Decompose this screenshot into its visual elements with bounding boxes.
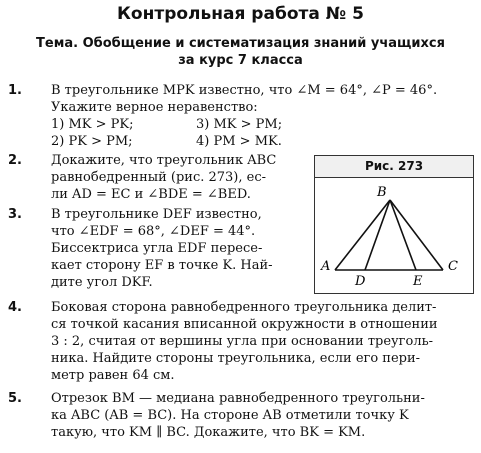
task-5-line-1: Отрезок BM — медиана равнобедренного треугольни- xyxy=(51,391,425,406)
task-1-option-4: 4) PM > MK. xyxy=(196,134,282,149)
task-3-line-2: что ∠EDF = 68°, ∠DEF = 44°. xyxy=(51,224,256,239)
label-e: E xyxy=(413,274,423,289)
task-1-option-3: 3) MK > PM; xyxy=(196,117,283,132)
label-b: B xyxy=(377,185,387,200)
label-a: A xyxy=(321,259,331,274)
task-2-line-3: ли AD = EC и ∠BDE = ∠BED. xyxy=(51,187,251,202)
task-4-line-5: метр равен 64 см. xyxy=(51,368,175,383)
task-1-option-1: 1) MK > PK; xyxy=(51,117,134,132)
task-4-line-3: 3 : 2, считая от вершины угла при основании треуголь- xyxy=(51,334,434,349)
task-5-line-2: ка ABC (AB = BC). На стороне AB отметили точку K xyxy=(51,408,409,423)
task-4-number: 4. xyxy=(8,300,22,315)
task-3-line-1: В треугольнике DEF известно, xyxy=(51,207,262,222)
task-4-line-1: Боковая сторона равнобедренного треугольника делит- xyxy=(51,300,437,315)
subtitle-line-2: за курс 7 класса xyxy=(178,53,303,68)
subtitle-line-1: Тема. Обобщение и систематизация знаний учащихся xyxy=(36,36,445,51)
side-bc xyxy=(390,200,443,270)
task-2-number: 2. xyxy=(8,153,22,168)
task-3-line-3: Биссектриса угла EDF пересе- xyxy=(51,241,263,256)
task-4-line-2: ся точкой касания вписанной окружности в отношении xyxy=(51,317,438,332)
segment-bd xyxy=(365,200,390,270)
triangle-diagram xyxy=(315,178,473,292)
side-ab xyxy=(335,200,390,270)
task-1-line-2: Укажите верное неравенство: xyxy=(51,100,258,115)
label-d: D xyxy=(355,274,366,289)
task-2-line-2: равнобедренный (рис. 273), ес- xyxy=(51,170,267,185)
task-1-number: 1. xyxy=(8,83,22,98)
task-4-line-4: ника. Найдите стороны треугольника, если его пери- xyxy=(51,351,421,366)
task-3-line-5: дите угол DKF. xyxy=(51,275,153,290)
figure-273 xyxy=(314,155,474,294)
task-5-number: 5. xyxy=(8,391,22,406)
page-subtitle xyxy=(20,35,461,69)
task-3-number: 3. xyxy=(8,207,22,222)
task-5-line-3: такую, что KM ∥ BC. Докажите, что BK = KM. xyxy=(51,425,366,440)
segment-be xyxy=(390,200,416,270)
task-1-line-1: В треугольнике MPK известно, что ∠M = 64°, ∠P = 46°. xyxy=(51,83,438,98)
label-c: C xyxy=(448,259,458,274)
page-title: Контрольная работа № 5 xyxy=(117,4,364,24)
figure-caption: Рис. 273 xyxy=(315,156,473,178)
task-1-option-2: 2) PK > PM; xyxy=(51,134,133,149)
task-3-line-4: кает сторону EF в точке K. Най- xyxy=(51,258,273,273)
task-2-line-1: Докажите, что треугольник ABC xyxy=(51,153,277,168)
